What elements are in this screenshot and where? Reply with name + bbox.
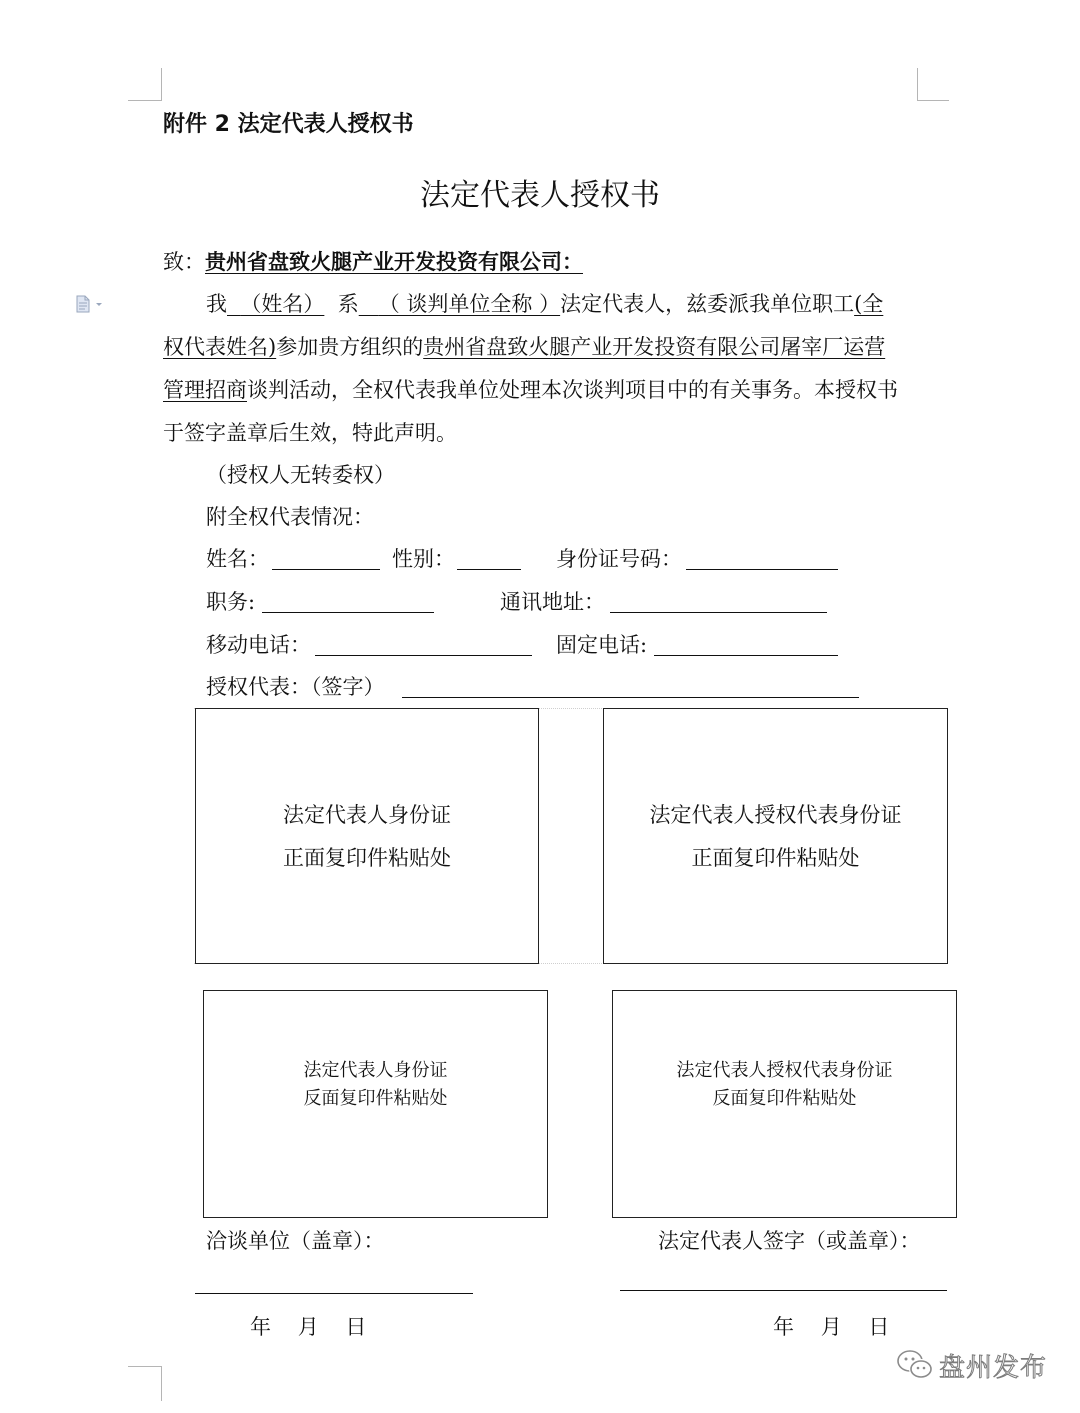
- document-icon[interactable]: [76, 295, 106, 313]
- field-label-gender: 性别：: [392, 547, 455, 571]
- box-caption: 反面复印件粘贴处: [712, 1088, 857, 1109]
- field-label-signature: 授权代表：（签字）: [206, 675, 385, 699]
- date-right: 年 月 日: [773, 1315, 890, 1339]
- crop-mark-top-right: [917, 68, 949, 101]
- box-caption: 反面复印件粘贴处: [303, 1088, 448, 1109]
- field-label-position: 职务:: [206, 590, 256, 614]
- watermark: [895, 1345, 1047, 1385]
- box-caption: 法定代表人身份证: [283, 803, 451, 827]
- body-word-xi: 系: [337, 292, 359, 316]
- body-line-3: [163, 376, 898, 404]
- box-caption: 正面复印件粘贴处: [283, 846, 451, 870]
- body-text-2: 参加贵方组织的: [276, 335, 424, 359]
- blank-agent-name-1: (全: [854, 292, 884, 316]
- no-delegation-note: （授权人无转委权）: [206, 463, 395, 487]
- addressee-prefix: 致：: [163, 250, 205, 274]
- doc-title: 法定代表人授权书: [420, 178, 660, 213]
- field-line-gender[interactable]: [457, 569, 521, 570]
- wechat-icon: [895, 1348, 935, 1382]
- field-label-id-number: 身份证号码：: [556, 547, 682, 571]
- legal-sign-line[interactable]: [620, 1290, 947, 1291]
- blank-name: （姓名）: [240, 292, 325, 316]
- body-text-3: 谈判活动，全权代表我单位处理本次谈判项目中的有关事务。本授权书: [247, 378, 898, 402]
- body-line-1: [206, 290, 883, 318]
- blank-unit-name: （ 谈判单位全称 ）: [378, 292, 561, 316]
- field-label-name: 姓名：: [206, 547, 269, 571]
- crop-mark-top-left: [128, 68, 162, 101]
- crop-mark-bottom-left: [128, 1366, 162, 1401]
- body-line-4: 于签字盖章后生效，特此声明。: [163, 421, 457, 445]
- legal-rep-id-front-box[interactable]: [195, 708, 539, 964]
- date-left: 年 月 日: [250, 1315, 367, 1339]
- unit-seal-label: 洽谈单位（盖章）：: [206, 1229, 385, 1253]
- attachment-heading: 附件 2 法定代表人授权书: [163, 112, 414, 137]
- field-line-id-number[interactable]: [686, 569, 838, 570]
- body-line-2: [163, 333, 885, 361]
- unit-seal-line[interactable]: [195, 1293, 473, 1294]
- box-caption: 法定代表人授权代表身份证: [649, 803, 902, 827]
- field-line-mobile[interactable]: [315, 655, 532, 656]
- addressee-company: 贵州省盘致火腿产业开发投资有限公司：: [205, 249, 583, 274]
- field-label-address: 通讯地址：: [500, 590, 605, 614]
- project-name-1: 贵州省盘致火腿产业开发投资有限公司屠宰厂运营: [423, 335, 886, 359]
- box-caption: 法定代表人身份证: [303, 1060, 448, 1081]
- legal-rep-id-back-box[interactable]: [203, 990, 548, 1218]
- body-text-1: 法定代表人，兹委派我单位职工: [560, 292, 855, 316]
- box-caption: 正面复印件粘贴处: [691, 846, 860, 870]
- legal-sign-label: 法定代表人签字（或盖章）：: [658, 1229, 921, 1253]
- agent-id-back-box[interactable]: [612, 990, 957, 1218]
- field-label-mobile: 移动电话：: [206, 633, 311, 657]
- watermark-text: 盘州发布: [939, 1352, 1048, 1383]
- blank-agent-name-2: 权代表姓名): [163, 335, 277, 359]
- agent-id-front-box[interactable]: [603, 708, 948, 964]
- project-name-2: 管理招商: [163, 378, 247, 402]
- rep-info-label: 附全权代表情况：: [206, 505, 374, 529]
- addressee-line: [163, 248, 590, 276]
- field-line-address[interactable]: [610, 612, 827, 613]
- field-label-landline: 固定电话:: [556, 633, 648, 657]
- field-line-position[interactable]: [262, 612, 434, 613]
- body-word-i: 我: [206, 292, 227, 316]
- field-line-landline[interactable]: [654, 655, 838, 656]
- field-line-name[interactable]: [272, 569, 380, 570]
- field-line-signature[interactable]: [402, 697, 859, 698]
- box-caption: 法定代表人授权代表身份证: [676, 1060, 893, 1081]
